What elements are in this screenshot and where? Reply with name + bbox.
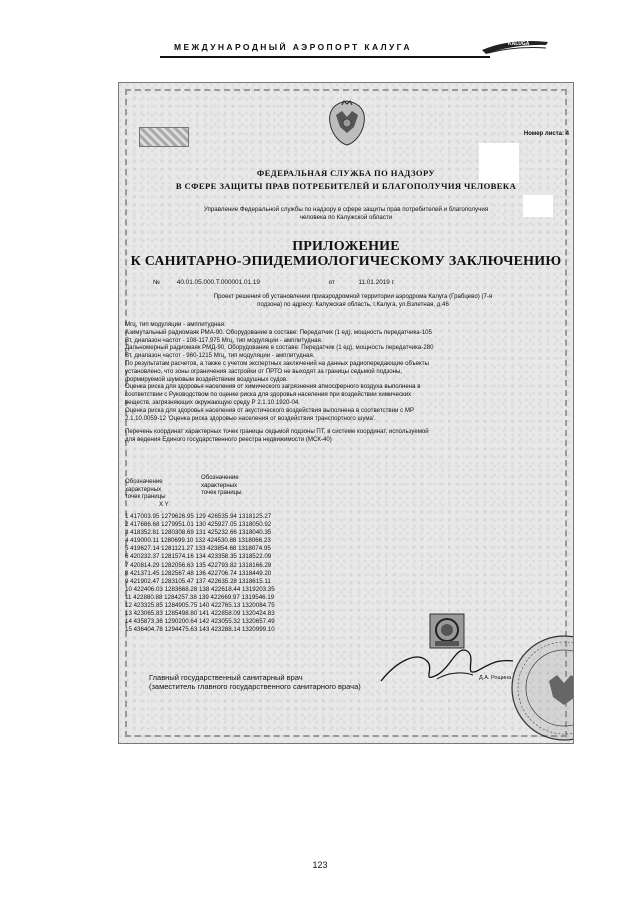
- coord-header-right: [201, 474, 242, 497]
- official-seal-icon: [509, 633, 574, 743]
- project-line: подзона) по адресу: Калужская область, г.Калуга, ул.Взлетная, д.46: [257, 301, 449, 308]
- coordinates-row: 8 421371.45 1282567.48 136 422706.74 1318449.20: [125, 569, 272, 577]
- number-prefix: №: [153, 279, 160, 286]
- coordinates-row: 3 418352.81 1280308.69 131 425232.66 1318040.35: [125, 529, 272, 537]
- agency-line: В СФЕРЕ ЗАЩИТЫ ПРАВ ПОТРЕБИТЕЛЕЙ И БЛАГОПОЛУЧИЯ ЧЕЛОВЕКА: [175, 181, 517, 191]
- body-text-line: Мгц, тип модуляции - амплитудная.: [125, 321, 226, 328]
- coord-header-left: [125, 478, 166, 501]
- conclusion-number: 40.01.05.000.Т.000001.01.19: [176, 279, 260, 286]
- body-text-line: Оценка риска для здоровья населения от акустического воздействия выполнена в соответствии с МР: [125, 406, 415, 414]
- coord-header-right-line: точек границы: [201, 489, 242, 497]
- coordinates-row: 2 417686.68 1279951.01 130 425927.05 1318050.92: [125, 521, 272, 529]
- body-text-line: Азимутальный радиомаяк РМА-90. Оборудование в составе: Передатчик (1 ед), мощность передатчика-105: [125, 328, 432, 336]
- conclusion-date: 11.01.2019 г.: [358, 279, 395, 286]
- body-text-line: формируемой шумовым воздействием воздушных судов.: [125, 375, 288, 383]
- body-text-line: Вт, диапазон частот - 960-1215 Мгц, тип модуляции - амплитудная.: [125, 352, 315, 360]
- airport-title: МЕЖДУНАРОДНЫЙ АЭРОПОРТ КАЛУГА: [174, 42, 412, 52]
- body-text-line: По результатам расчетов, а также с учетом экспертных заключений на данных радиопередающие объекты: [125, 359, 429, 367]
- coat-of-arms-icon: [324, 97, 370, 149]
- conclusion-body-text: [125, 321, 569, 444]
- sheet-number-label: Номер листа: 4: [523, 131, 569, 137]
- signature-icon: [377, 631, 517, 691]
- department-line: человека по Калужской области: [299, 214, 393, 221]
- title-line: ПРИЛОЖЕНИЕ: [292, 239, 400, 254]
- conclusion-number-line: [153, 279, 395, 286]
- coord-header-right-line: Обозначение: [201, 474, 239, 481]
- title-line: К САНИТАРНО-ЭПИДЕМИОЛОГИЧЕСКОМУ ЗАКЛЮЧЕНИЮ: [130, 254, 562, 269]
- agency-name: [119, 167, 573, 193]
- coord-axes-label: X Y: [159, 501, 169, 508]
- coordinates-table: [125, 513, 425, 634]
- coord-header-left-line: точек границы: [125, 493, 166, 501]
- coordinates-row: 11 422880.88 1284257.38 139 422669.97 1319546.19: [125, 593, 275, 601]
- body-text-line: Дальномерный радиомаяк РМД-90. Оборудование в составе: Передатчик (1 ед), мощность передатчика-280: [125, 344, 434, 352]
- signer-title-line: (заместитель главного государственного санитарного врача): [149, 682, 361, 691]
- airport-logo-icon: [480, 36, 550, 58]
- coordinates-row: 14 435873.36 1290200.64 142 423055.32 1320657.49: [125, 618, 275, 626]
- body-text-line: соответствии с Руководством по оценке риска для здоровья населения при воздействии химических: [125, 391, 412, 399]
- certificate-scan: [118, 82, 574, 744]
- department-name: [119, 206, 573, 222]
- document-title: [119, 239, 573, 269]
- serial-number-block: [139, 127, 189, 147]
- svg-text:KALUGA: KALUGA: [508, 41, 530, 47]
- signer-title-line: Главный государственный санитарный врач: [149, 673, 303, 682]
- coord-header-right-line: характерных: [201, 481, 238, 489]
- coordinates-row: 15 436404.78 1294475.63 143 423288.14 1320999.10: [125, 626, 275, 634]
- coordinates-row: 12 423325.85 1284905.75 140 422765.13 1320084.75: [125, 602, 275, 610]
- signer-title: [149, 673, 361, 691]
- coordinates-row: 7 420814.29 1282056.63 135 422793.82 1318166.29: [125, 561, 272, 569]
- signer-name: Д.А. Рощина: [479, 675, 512, 681]
- body-text-line: Вт, диапазон частот - 108-117,975 Мгц, тип модуляции - амплитудная.: [125, 336, 323, 344]
- coordinates-row: 13 423065.83 1285498.80 141 422858.09 1320424.83: [125, 610, 275, 618]
- coordinates-row: 6 420232.37 1281574.16 134 423358.35 1318522.09: [125, 553, 272, 561]
- body-text-line: 2.1.10.0059-12 'Оценка риска здоровью населения от воздействия транспортного шума'.: [125, 414, 376, 422]
- date-prefix: от: [328, 279, 335, 286]
- coordinates-row: 4 419000.11 1280699.10 132 424530.88 1318066.23: [125, 537, 271, 545]
- project-description: [143, 293, 563, 309]
- department-line: Управление Федеральной службы по надзору в сфере защиты прав потребителей и благополучия: [203, 206, 489, 213]
- coordinates-row: 1 417003.95 1279626.95 129 426535.94 1318125.27: [125, 513, 272, 520]
- body-text-line: Перечень координат характерных точек границы седьмой подзоны ПТ, в системе координат, используемой: [125, 428, 429, 436]
- coord-header-left-line: Обозначение: [125, 478, 163, 485]
- body-text-line: Оценка риска для здоровья населения от химического загрязнения атмосферного воздуха выполнена в: [125, 383, 421, 391]
- coordinates-row: 10 422406.03 1283668.28 138 422618.44 1319203.35: [125, 585, 275, 593]
- body-text-line: установлено, что зоны ограничения застройки от ПРТО не выходят за границы седьмой подзоны,: [125, 367, 403, 375]
- project-line: Проект решения об установлении приаэродромной территории аэродрома Калуга (Грабцево) (7-я: [213, 293, 493, 300]
- body-text-line: для ведения Единого государственного реестра недвижимости (МСК-40): [125, 436, 332, 444]
- body-text-line: веществ, загрязняющих окружающую среду Р 2.1.10.1920-04.: [125, 398, 300, 406]
- page-number: 123: [312, 860, 328, 870]
- header-rule: [160, 56, 490, 58]
- coordinates-row: 9 421902.47 1283105.47 137 422635.28 1318615.11: [125, 577, 271, 585]
- agency-line: ФЕДЕРАЛЬНАЯ СЛУЖБА ПО НАДЗОРУ: [256, 168, 436, 178]
- airport-header: [160, 36, 620, 60]
- coord-header-left-line: характерных: [125, 485, 162, 493]
- coordinates-row: 5 419627.14 1281121.27 133 423854.68 1318074.95: [125, 545, 271, 553]
